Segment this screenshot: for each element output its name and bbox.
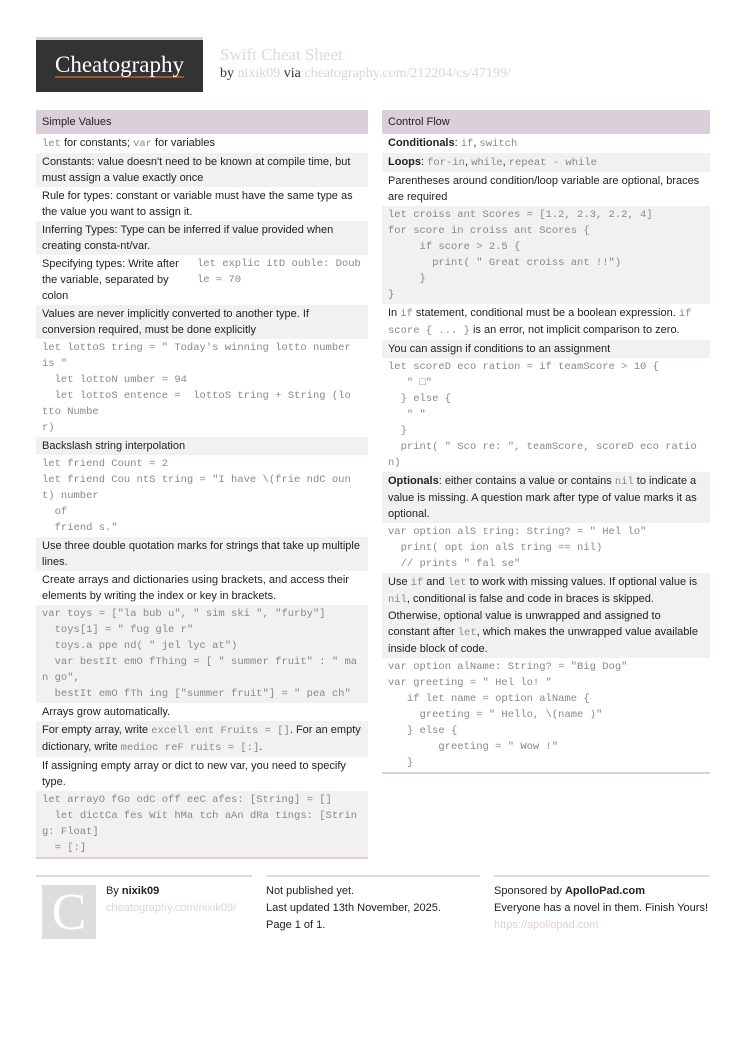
- code-line: if let name = option alName {: [388, 693, 590, 705]
- code-line: }: [388, 425, 407, 437]
- row-text: [388, 154, 704, 171]
- text-segment: Rule for types: constant or variable must have the same type as the value you want to assign it.: [42, 190, 353, 218]
- section-body: [382, 134, 710, 772]
- text-segment: You can assign if conditions to an assignment: [388, 343, 611, 355]
- code-row: [36, 339, 368, 437]
- row-text: [42, 154, 362, 186]
- row-text: [42, 135, 362, 152]
- code-line: var bestIt emO fThing = [ " summer fruit" : " man go",: [42, 656, 358, 684]
- text-segment: Arrays grow automatically.: [42, 706, 171, 718]
- text-segment: . For an empty dictionary, write: [42, 724, 361, 753]
- code-line: r): [42, 422, 55, 434]
- code-line: " ": [388, 409, 426, 421]
- code-row: [36, 605, 368, 703]
- code-line: bestIt emO fTh ing ["summer fruit"] = " pea ch": [42, 688, 351, 700]
- text-segment: ,: [473, 137, 480, 149]
- text-segment: Create arrays and dictionaries using brackets, and access their elements by writing the index or key in brackets.: [42, 574, 349, 602]
- by-label: By: [106, 885, 119, 897]
- code-line: toys.a ppe nd( " jel lyc at"): [42, 640, 238, 652]
- inline-code: excell ent Fruits = []: [151, 725, 290, 737]
- text-segment: to indicate a value is missing. A question mark after type of value marks it as optional.: [388, 475, 697, 520]
- code-line: var option alName: String? = "Big Dog": [388, 661, 628, 673]
- text-row: [382, 340, 710, 358]
- code-line: print( " Great croiss ant !!"): [388, 257, 622, 269]
- code-row: [36, 455, 368, 537]
- code-line: let dictCa fes Wit hMa tch aAn dRa tings: [String: Float]: [42, 810, 358, 838]
- code-row: [382, 206, 710, 304]
- inline-code: if: [410, 577, 424, 589]
- code-row: [36, 791, 368, 857]
- text-row: [36, 537, 368, 571]
- row-text: [42, 758, 362, 790]
- byline: [220, 66, 511, 82]
- text-segment: Parentheses around condition/loop variable are optional, braces are required: [388, 175, 700, 203]
- page-title: Swift Cheat Sheet: [220, 45, 343, 64]
- inline-code: var: [133, 138, 152, 150]
- text-segment: For empty array, write: [42, 724, 152, 736]
- last-updated: Last updated 13th November, 2025.: [266, 902, 441, 914]
- sponsor-tagline: Everyone has a novel in them. Finish Yours!: [494, 902, 709, 914]
- text-segment: , conditional is false and code in braces is skipped. Otherwise, optional value is unwrapped and assigned to constant after: [388, 593, 661, 638]
- inline-code: if score { ... }: [388, 308, 692, 337]
- code-line: let friend Count = 2: [42, 458, 169, 470]
- text-segment: :: [454, 137, 461, 149]
- term-label: Conditionals: [388, 137, 455, 149]
- sponsor-link[interactable]: https://apollopad.com: [494, 919, 599, 931]
- text-row: [382, 472, 710, 523]
- code-line: = [:]: [42, 842, 87, 854]
- text-row: [36, 221, 368, 255]
- text-row: [36, 153, 368, 187]
- text-segment: .: [259, 741, 263, 753]
- code-line: friend s.": [42, 522, 118, 534]
- section-header: Simple Values: [36, 110, 368, 134]
- code-row: [382, 658, 710, 772]
- row-text: [388, 574, 704, 657]
- text-segment: ,: [464, 156, 472, 168]
- row-text: [42, 572, 362, 604]
- inline-code: nil: [614, 476, 634, 488]
- text-row: [382, 134, 710, 153]
- text-row: [36, 437, 368, 455]
- row-text: [388, 135, 704, 152]
- code-line: greeting = " Wow !": [388, 741, 559, 753]
- text-row: [382, 573, 710, 658]
- code-line: of: [42, 506, 68, 518]
- sheet-url-link[interactable]: cheatography.com/212204/cs/47199/: [304, 66, 511, 81]
- text-row: [36, 187, 368, 221]
- text-segment: statement, conditional must be a boolean expression.: [412, 307, 679, 319]
- code-line: } else {: [388, 393, 452, 405]
- row-text: [42, 722, 362, 756]
- row-text: [388, 341, 704, 357]
- text-segment: is an error, not implicit comparison to zero.: [469, 324, 680, 336]
- row-text: [42, 222, 362, 254]
- inline-code: if: [400, 308, 413, 320]
- text-row: [382, 153, 710, 172]
- text-segment: Values are never implicitly converted to another type. If conversion required, must be done explicitly: [42, 308, 309, 336]
- text-segment: :: [421, 156, 428, 168]
- text-row: [36, 255, 368, 305]
- sponsor-name: ApolloPad.com: [564, 885, 646, 897]
- text-segment: : either contains a value or contains: [438, 475, 615, 487]
- row-text: Specifying types: Write after the variable, separated by colon: [42, 258, 179, 302]
- code-line: var greeting = " Hel lo! ": [388, 677, 552, 689]
- code-row: [382, 358, 710, 472]
- section-body: [36, 134, 368, 857]
- by-label: by: [220, 66, 234, 81]
- code-line: let lottoN umber = 94: [42, 374, 187, 386]
- text-segment: Backslash string interpolation: [42, 440, 186, 452]
- inline-code: let: [42, 138, 61, 150]
- code-line: } else {: [388, 725, 458, 737]
- text-segment: In: [388, 307, 401, 319]
- author-profile-link[interactable]: cheatography.com/nixik09/: [106, 902, 237, 914]
- section-end-divider: [36, 857, 368, 859]
- text-row: [36, 571, 368, 605]
- text-segment: for constants;: [60, 137, 134, 149]
- code-row: [382, 523, 710, 573]
- text-segment: ,: [502, 156, 509, 168]
- sponsored-label: Sponsored by: [494, 885, 562, 897]
- row-text: [388, 305, 704, 339]
- code-line: }: [388, 289, 395, 301]
- via-label: via: [283, 66, 301, 81]
- row-text: [42, 188, 362, 220]
- code-line: let lottoS entence = lottoS tring + String (lo tto Numbe: [42, 390, 358, 418]
- code-line: toys[1] = " fug gle r": [42, 624, 194, 636]
- inline-code: medioc reF ruits = [:]: [120, 742, 260, 754]
- inline-code: if: [460, 138, 474, 150]
- text-row: [36, 134, 368, 153]
- row-text: [42, 704, 362, 720]
- text-row: [382, 304, 710, 340]
- cheatography-logo[interactable]: [36, 37, 203, 92]
- text-row: [382, 172, 710, 206]
- term-label: Loops: [388, 156, 421, 168]
- logo-text: Cheatography: [54, 52, 184, 77]
- text-segment: Use: [388, 576, 411, 588]
- text-row: [36, 757, 368, 791]
- inline-code: while: [471, 157, 503, 169]
- inline-code: let: [457, 627, 477, 639]
- split-row: [42, 256, 362, 304]
- text-segment: for variables: [151, 137, 215, 149]
- code-line: // prints " fal se": [388, 558, 521, 570]
- code-line: var option alS tring: String? = " Hel lo": [388, 526, 647, 538]
- section-simple-values: [36, 110, 368, 859]
- code-line: print( " Sco re: ", teamScore, scoreD eco ration): [388, 441, 697, 469]
- inline-code: let: [447, 577, 467, 589]
- section-end-divider: [382, 772, 710, 774]
- code-line: for score in croiss ant Scores {: [388, 225, 590, 237]
- code-line: if score > 2.5 {: [388, 241, 521, 253]
- row-text: [388, 173, 704, 205]
- code-line: let croiss ant Scores = [1.2, 2.3, 2.2, 4]: [388, 209, 653, 221]
- inline-code: for-in: [427, 157, 465, 169]
- code-line: }: [388, 757, 414, 769]
- row-text: [388, 473, 704, 522]
- footer-author-name: nixik09: [121, 885, 160, 897]
- term-label: Optionals: [388, 475, 439, 487]
- code-line: let lottoS tring = " Today's winning lotto number is ": [42, 342, 358, 370]
- code-line: var toys = ["la bub u", " sim ski ", "furby"]: [42, 608, 326, 620]
- footer-status: [266, 875, 480, 934]
- code-line: greeting = " Hello, \(name )": [388, 709, 603, 721]
- text-row: [36, 703, 368, 721]
- page-number: Page 1 of 1.: [266, 919, 326, 931]
- text-segment: Inferring Types: Type can be inferred if value provided when creating consta-nt/var.: [42, 224, 334, 252]
- row-text: [42, 306, 362, 338]
- text-segment: , which makes the unwrapped value available inside block of code.: [388, 626, 698, 655]
- code-line: }: [388, 273, 426, 285]
- published-status: Not published yet.: [266, 885, 355, 897]
- author-link[interactable]: nixik09: [237, 66, 281, 81]
- text-segment: to work with missing values. If optional value is: [466, 576, 698, 588]
- code-line: let friend Cou ntS tring = "I have \(frie ndC ount) number: [42, 474, 351, 502]
- inline-code: switch: [479, 138, 518, 150]
- text-row: [36, 305, 368, 339]
- section-header: Control Flow: [382, 110, 710, 134]
- code-line: let scoreD eco ration = if teamScore > 10 {: [388, 361, 659, 373]
- text-segment: Use three double quotation marks for strings that take up multiple lines.: [42, 540, 360, 568]
- inline-code: repeat - while: [508, 157, 597, 169]
- code-line: let arrayO fGo odC off eeC afes: [String] = []: [42, 794, 332, 806]
- row-text: [42, 438, 362, 454]
- code-line: " □": [388, 377, 433, 389]
- inline-code: nil: [388, 594, 407, 606]
- row-text: [42, 538, 362, 570]
- footer-author: [36, 875, 252, 963]
- code-line: print( opt ion alS tring == nil): [388, 542, 603, 554]
- footer-sponsor: [494, 875, 710, 934]
- section-control-flow: [382, 110, 710, 774]
- text-segment: and: [423, 576, 448, 588]
- author-avatar: C: [42, 885, 96, 939]
- text-segment: Constants: value doesn't need to be known at compile time, but must assign a value exactly once: [42, 156, 351, 184]
- text-segment: If assigning empty array or dict to new var, you need to specify type.: [42, 760, 346, 788]
- code-example: let explic itD ouble: Double = 70: [197, 258, 361, 286]
- text-row: [36, 721, 368, 757]
